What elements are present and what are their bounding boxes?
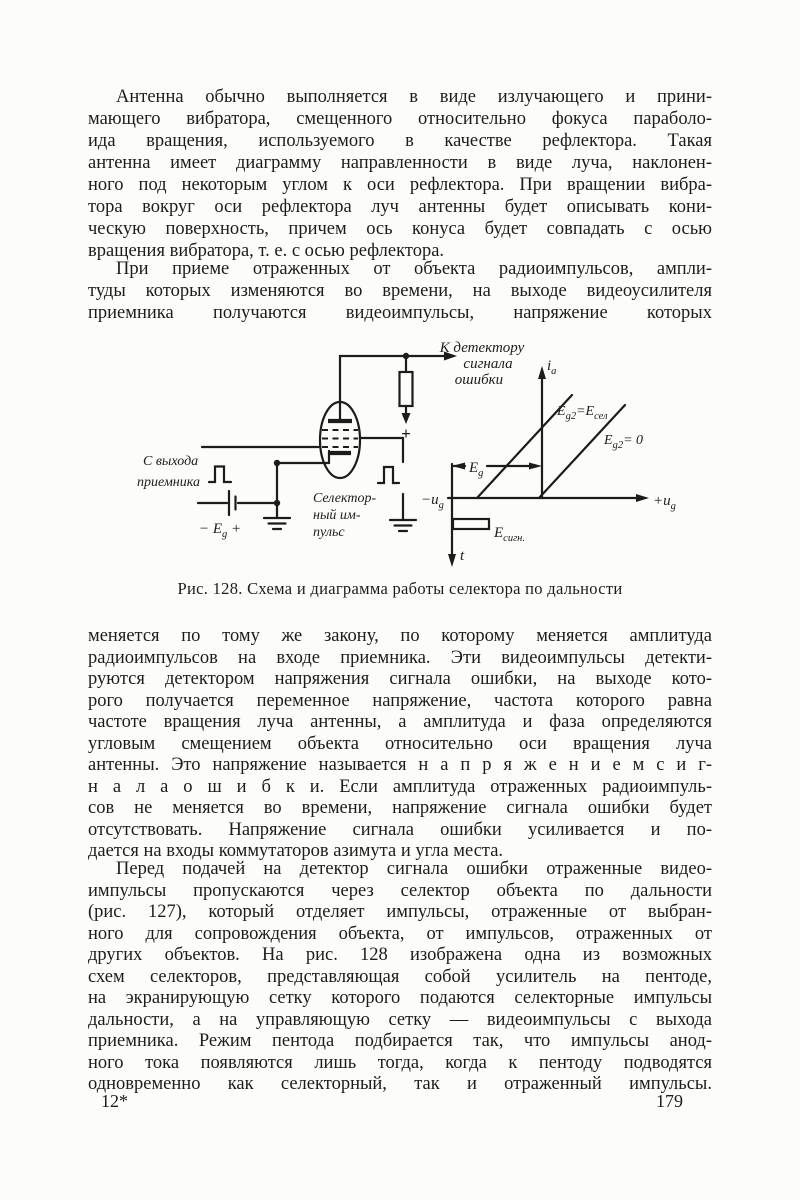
text-line: тора вокруг оси рефлектора луч антенны будет описывать кони- [88, 197, 712, 217]
text-line: частоте вращения луча антенны, а амплитуда и фаза определяются [88, 712, 712, 732]
text-line: антенна имеет диаграмму направленности в виде луча, наклонен- [88, 153, 712, 173]
body-paragraph [88, 859, 712, 1096]
text-line: приемника. Режим пентода подбирается так, что импульсы анод- [88, 1031, 712, 1051]
text-line: дальности, а на управляющую сетку — видеоимпульсы с выхода [88, 1009, 712, 1030]
esig-label: $E_{сигн.}$ [494, 525, 526, 544]
figure-caption: Рис. 128. Схема и диаграмма работы селектора по дальности [177, 579, 623, 598]
text-line: вращения вибратора, т. е. с осью рефлектора. [88, 241, 445, 261]
to-detector-label-3: ошибки [454, 372, 504, 388]
text-line: радиоимпульсов на входе приемника. Эти видеоимпульсы детекти- [88, 647, 712, 668]
page-number: 179 [656, 1091, 683, 1111]
text-line: ида вращения, используемого в качестве рефлектора. Такая [88, 131, 712, 151]
text-line: ного тока появляются лишь тогда, когда к пентоду подводятся [88, 1052, 712, 1073]
text-line: Антенна обычно выполняется в виде излучающего и прини- [116, 87, 712, 107]
text-line: антенны. Это напряжение называется н а п р я ж е н и е м с и г- [88, 755, 712, 775]
t-axis-label: t [460, 548, 465, 564]
body-paragraph [88, 626, 712, 863]
figure-128 [135, 336, 715, 576]
text-line: рого получается переменное напряжение, частота которого равна [88, 690, 712, 711]
ia-axis-label: $i_a$ [547, 358, 557, 377]
screen-grid-wire [360, 438, 403, 462]
text-line: ческую поверхность, причем ось конуса будет совпадать с осью [88, 219, 712, 239]
text-line: дается на входы коммутаторов азимута и угла места. [88, 841, 504, 861]
signature-mark: 12* [101, 1091, 128, 1111]
from-output-label-2: приемника [137, 475, 200, 490]
signal-pulse-rect [453, 519, 489, 529]
body-paragraph [88, 86, 712, 262]
text-line: Перед подачей на детектор сигнала ошибки отраженные видео- [116, 859, 712, 879]
text-line: угловым смещением объекта относительно оси вращения луча [88, 733, 712, 754]
arrow-up-icon [538, 366, 546, 379]
junction-dot [274, 460, 280, 466]
body-paragraph [88, 258, 712, 324]
resistor [400, 372, 413, 406]
arrow-down-icon [448, 554, 456, 567]
ug-neg-label: $-u_g$ [421, 492, 444, 511]
text-line: одновременно как селекторный, так и отраженный импульсы. [88, 1074, 712, 1094]
bias-battery-label: − $E_g$ + [199, 521, 242, 540]
text-line: ного под некоторым углом к оси рефлектора. При вращении вибра- [88, 175, 712, 195]
eg2-sel-label: $E_{g2}=E_{сел}$ [557, 404, 608, 422]
selector-pulse-icon [378, 467, 399, 483]
text-line: мающего вибратора, смещенного относительно фокуса параболо- [88, 109, 712, 129]
arrow-left-icon [452, 463, 465, 470]
text-line: ного для сопровождения объекта, от импульсов, отраженных от [88, 923, 712, 944]
text-line: других объектов. На рис. 128 изображена одна из возможных [88, 945, 712, 965]
text-line: приемника получаются видеоимпульсы, напряжение которых [88, 303, 712, 323]
plus-terminal-label: + [401, 424, 411, 443]
eg-label: $E_g$ [469, 460, 484, 479]
arrow-down-icon [402, 413, 411, 424]
selector-schematic-and-diagram [135, 336, 715, 576]
selector-pulse-label-3: пульс [313, 525, 345, 540]
text-line: на экранирующую сетку которого подаются селекторные импульсы [88, 988, 712, 1008]
text-line: При приеме отраженных от объекта радиоимпульсов, ампли- [116, 259, 712, 279]
anode-wire [340, 356, 445, 421]
ground-icon [390, 520, 416, 531]
to-detector-label-1: К детектору [439, 340, 525, 356]
selector-pulse-label-2: ный им- [313, 508, 361, 523]
to-detector-label-2: сигнала [463, 356, 513, 372]
text-line: (рис. 127), который отделяет импульсы, отраженные от выбран- [88, 902, 712, 922]
bias-battery [198, 491, 277, 515]
from-output-label-1: С выхода [143, 454, 199, 469]
eg2-zero-label: $E_{g2}= 0$ [604, 433, 644, 451]
text-line: сов не меняется во времени, напряжение сигнала ошибки будет [88, 798, 712, 818]
tube-grids [322, 430, 358, 447]
ground-icon [264, 518, 290, 529]
text-line: н а л а о ш и б к и. Если амплитуда отраженных радиоимпуль- [88, 776, 712, 797]
selector-pulse-label-1: Селектор- [313, 491, 377, 506]
text-line: меняется по тому же закону, по которому меняется амплитуда [88, 626, 712, 646]
arrow-right-icon [636, 494, 649, 502]
text-line: руются детектором напряжения сигнала ошибки, на выходе кото- [88, 669, 712, 689]
text-line: импульсы пропускаются через селектор объекта по дальности [88, 880, 712, 901]
text-line: схем селекторов, представляющая собой усилитель на пентоде, [88, 966, 712, 987]
input-pulse-icon [209, 467, 231, 483]
ug-pos-label: $+u_g$ [653, 493, 676, 512]
text-line: отсутствовать. Напряжение сигнала ошибки усиливается и по- [88, 819, 712, 840]
arrow-right-icon [529, 463, 542, 470]
text-line: туды которых изменяются во времени, на выходе видеоусилителя [88, 281, 712, 301]
